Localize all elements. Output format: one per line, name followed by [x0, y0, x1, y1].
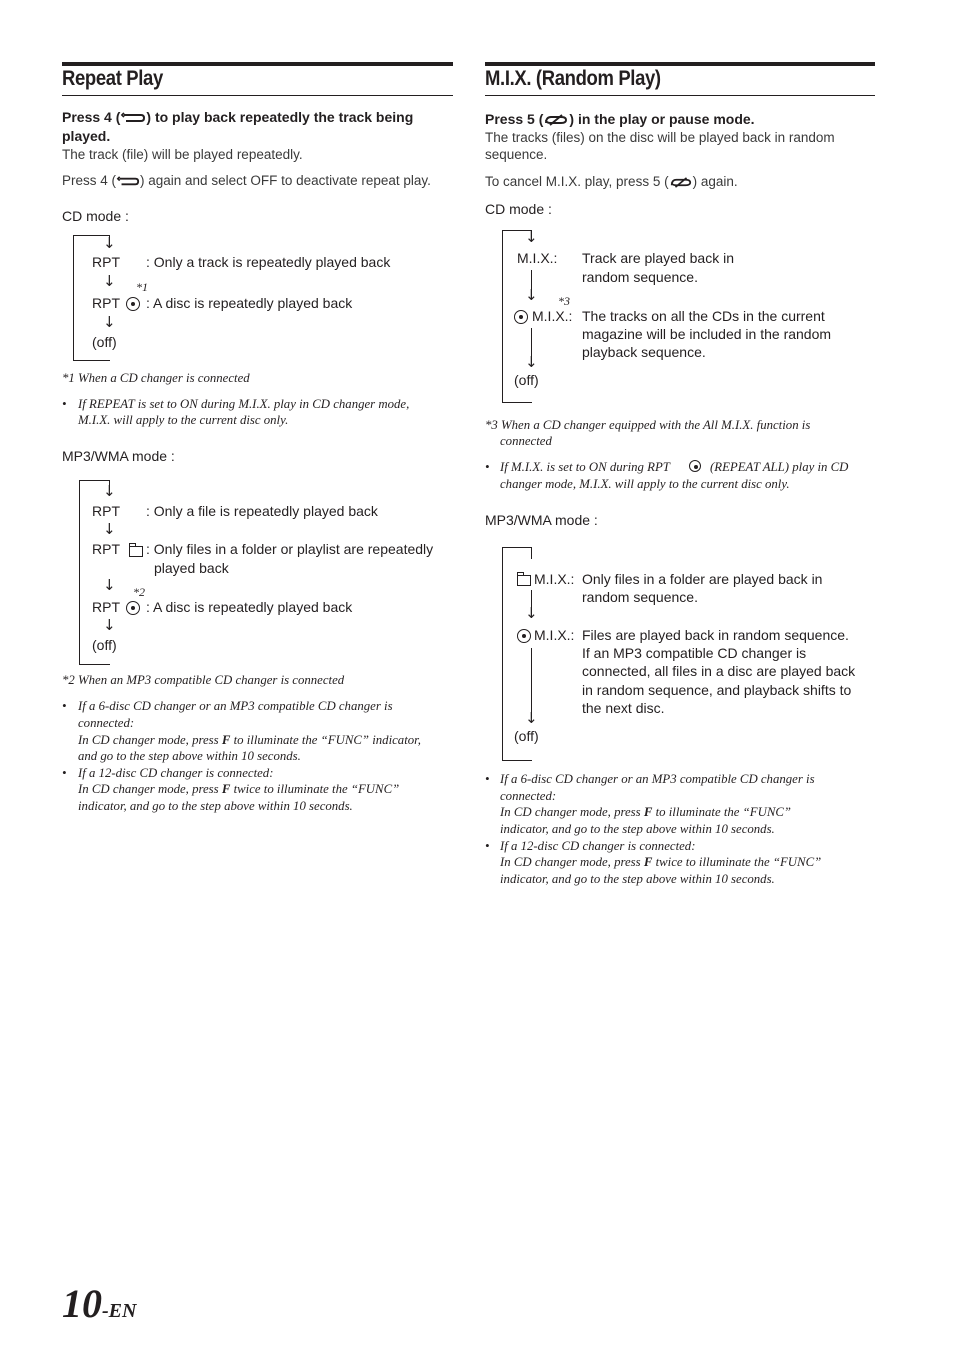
- disc-icon: [126, 601, 140, 615]
- note-text: twice to illuminate the “FUNC”: [230, 782, 400, 796]
- note-line: [78, 732, 421, 749]
- mix-disc-desc-cont: If an MP3 compatible CD changer is: [582, 645, 807, 661]
- mix-disc-desc-cont: connected, all files in a disc are played back: [582, 663, 856, 679]
- note-line: connected:: [78, 716, 135, 730]
- bullet-marker: •: [62, 766, 67, 780]
- repeat-description: The track (file) will be played repeatedly.: [62, 147, 303, 162]
- mix-disc-desc-cont: the next disc.: [582, 700, 665, 716]
- off-label: (off): [514, 372, 539, 388]
- flow-arrow: ↓: [103, 482, 116, 500]
- flow-arrow: ↓: [103, 313, 116, 331]
- instruction-text: Press: [62, 109, 105, 125]
- repeat-note-line: If REPEAT is set to ON during M.I.X. play in CD changer mode,: [78, 397, 410, 411]
- off-label: (off): [514, 728, 539, 744]
- note-line: indicator, and go to the step above within 10 seconds.: [500, 872, 775, 886]
- mix-heading: M.I.X. (Random Play): [485, 67, 661, 90]
- page-number: [62, 1280, 136, 1327]
- flow-arrow: ↓: [103, 520, 116, 538]
- flow-arrow: ↓: [525, 228, 538, 246]
- note-text: In CD changer mode, press: [500, 805, 644, 819]
- rpt-folder-desc-cont: played back: [154, 560, 229, 576]
- mix-instruction: [485, 111, 755, 127]
- disc-icon: [126, 297, 140, 311]
- cd-mode-label: CD mode :: [62, 208, 129, 224]
- cd-mode-label: CD mode :: [485, 201, 552, 217]
- mix-folder-desc-cont: random sequence.: [582, 589, 698, 605]
- rpt-folder-desc: : Only files in a folder or playlist are repeatedly: [146, 541, 434, 557]
- note-text: to illuminate the “FUNC”: [652, 805, 792, 819]
- random-icon: [669, 176, 693, 189]
- disc-icon: [689, 460, 701, 472]
- footnote-1: *1 When a CD changer is connected: [62, 371, 250, 385]
- note-text: to illuminate the “FUNC” indicator,: [230, 733, 421, 747]
- off-label: (off): [92, 637, 117, 653]
- random-icon: [543, 113, 569, 127]
- mix-description: The tracks (files) on the disc will be played back in random: [485, 130, 835, 145]
- note-line: [500, 854, 821, 871]
- note-line: If a 6-disc CD changer or an MP3 compatible CD changer is: [500, 772, 815, 786]
- key-f: F: [221, 782, 231, 796]
- page-number-suffix: -EN: [102, 1300, 137, 1322]
- bullet-marker: •: [485, 772, 490, 786]
- key-number: 4: [104, 109, 112, 125]
- bullet-marker: •: [62, 699, 67, 713]
- footnote-3: *3 When a CD changer equipped with the All M.I.X. function is: [485, 418, 811, 432]
- mix-label: M.I.X.:: [534, 627, 575, 643]
- note-text: In CD changer mode, press: [78, 782, 222, 796]
- note-text: twice to illuminate the “FUNC”: [652, 855, 822, 869]
- mix-label: M.I.X.:: [517, 250, 558, 266]
- repeat-deactivate-text: [62, 173, 431, 188]
- mix-all-cds-desc-cont: playback sequence.: [582, 344, 706, 360]
- rpt-track-desc: : Only a track is repeatedly played back: [146, 254, 391, 270]
- mix-label: M.I.X.:: [534, 571, 575, 587]
- rpt-label: RPT: [92, 599, 120, 615]
- note-text: If M.I.X. is set to ON during RPT: [500, 460, 670, 474]
- rpt-disc-desc: : A disc is repeatedly played back: [146, 599, 353, 615]
- flow-arrow: ↓: [103, 272, 116, 290]
- repeat-heading: Repeat Play: [62, 67, 163, 90]
- footnote-3-cont: connected: [500, 434, 552, 448]
- rpt-label: RPT: [92, 254, 120, 270]
- repeat-icon: [120, 111, 146, 125]
- key-f: F: [221, 733, 231, 747]
- bullet-marker: •: [62, 397, 67, 411]
- note-line: [500, 804, 791, 821]
- flow-arrow: ↓: [525, 709, 538, 727]
- deactivate-text-a: Press 4 (: [62, 173, 117, 188]
- rpt-disc-desc: : A disc is repeatedly played back: [146, 295, 353, 311]
- mix-all-cds-desc-cont: magazine will be included in the random: [582, 326, 832, 342]
- flow-arrow: ↓: [103, 616, 116, 634]
- note-line: indicator, and go to the step above within 10 seconds.: [500, 822, 775, 836]
- instruction-text: ) to play back repeatedly the track being: [146, 109, 414, 125]
- folder-icon: [129, 546, 143, 557]
- flow-arrow: ↓: [103, 576, 116, 594]
- mp3-mode-label: MP3/WMA mode :: [62, 448, 175, 464]
- instruction-text: ) in the play or pause mode.: [569, 111, 755, 127]
- heading-top-bar: [485, 62, 875, 66]
- note-line: If a 12-disc CD changer is connected:: [78, 766, 274, 780]
- heading-underline: [62, 95, 453, 96]
- mix-track-desc: Track are played back in: [582, 250, 734, 266]
- mix-note-line: [500, 459, 670, 476]
- page-number-value: 10: [62, 1281, 102, 1326]
- flow-arrow: ↓: [525, 604, 538, 622]
- disc-icon: [517, 629, 531, 643]
- heading-underline: [485, 95, 875, 96]
- rpt-label: RPT: [92, 541, 120, 557]
- note-text: In CD changer mode, press: [500, 855, 644, 869]
- key-f: F: [643, 855, 653, 869]
- flow-connector: [531, 547, 532, 559]
- mix-note-line: (REPEAT ALL) play in CD: [710, 460, 849, 474]
- footnote-2: *2 When an MP3 compatible CD changer is connected: [62, 673, 345, 687]
- mix-label: M.I.X.:: [532, 308, 573, 324]
- note-line: If a 12-disc CD changer is connected:: [500, 839, 696, 853]
- flow-arrow: ↓: [525, 353, 538, 371]
- flow-arrow: ↓: [103, 234, 116, 252]
- mix-note-line: changer mode, M.I.X. will apply to the current disc only.: [500, 477, 790, 491]
- instruction-text: (: [534, 111, 544, 127]
- instruction-text: Press: [485, 111, 528, 127]
- repeat-instruction: [62, 109, 413, 125]
- note-line: indicator, and go to the step above within 10 seconds.: [78, 799, 353, 813]
- rpt-file-desc: : Only a file is repeatedly played back: [146, 503, 378, 519]
- folder-icon: [517, 575, 531, 586]
- mix-track-desc-cont: random sequence.: [582, 269, 698, 285]
- footnote-mark: *2: [133, 585, 145, 599]
- bullet-marker: •: [485, 839, 490, 853]
- deactivate-text-b: ) again and select OFF to deactivate repeat play.: [140, 173, 431, 188]
- flow-connector: [531, 648, 532, 718]
- bullet-marker: •: [485, 460, 490, 474]
- rpt-label: RPT: [92, 295, 120, 311]
- instruction-text: (: [111, 109, 121, 125]
- cancel-text-a: To cancel M.I.X. play, press 5 (: [485, 174, 669, 189]
- cancel-text-b: ) again.: [692, 174, 738, 189]
- repeat-instruction-cont: played.: [62, 128, 111, 144]
- mix-description-cont: sequence.: [485, 147, 548, 162]
- mix-disc-desc: Files are played back in random sequence.: [582, 627, 849, 643]
- mix-cancel-text: [485, 174, 738, 189]
- footnote-mark: *1: [136, 280, 148, 294]
- note-line: [78, 781, 399, 798]
- footnote-mark: *3: [558, 294, 570, 308]
- repeat-note-line: M.I.X. will apply to the current disc only.: [78, 413, 289, 427]
- rpt-label: RPT: [92, 503, 120, 519]
- note-text: In CD changer mode, press: [78, 733, 222, 747]
- key-number: 5: [527, 111, 535, 127]
- mix-folder-desc: Only files in a folder are played back in: [582, 571, 823, 587]
- off-label: (off): [92, 334, 117, 350]
- mix-all-cds-desc: The tracks on all the CDs in the current: [582, 308, 825, 324]
- repeat-icon: [116, 175, 140, 188]
- key-f: F: [643, 805, 653, 819]
- note-line: and go to the step above within 10 seconds.: [78, 749, 301, 763]
- note-line: connected:: [500, 789, 557, 803]
- disc-icon: [514, 310, 528, 324]
- flow-arrow: ↓: [525, 286, 538, 304]
- note-line: If a 6-disc CD changer or an MP3 compatible CD changer is: [78, 699, 393, 713]
- heading-top-bar: [62, 62, 453, 66]
- mix-disc-desc-cont: in random sequence, and playback shifts to: [582, 682, 852, 698]
- mp3-mode-label: MP3/WMA mode :: [485, 512, 598, 528]
